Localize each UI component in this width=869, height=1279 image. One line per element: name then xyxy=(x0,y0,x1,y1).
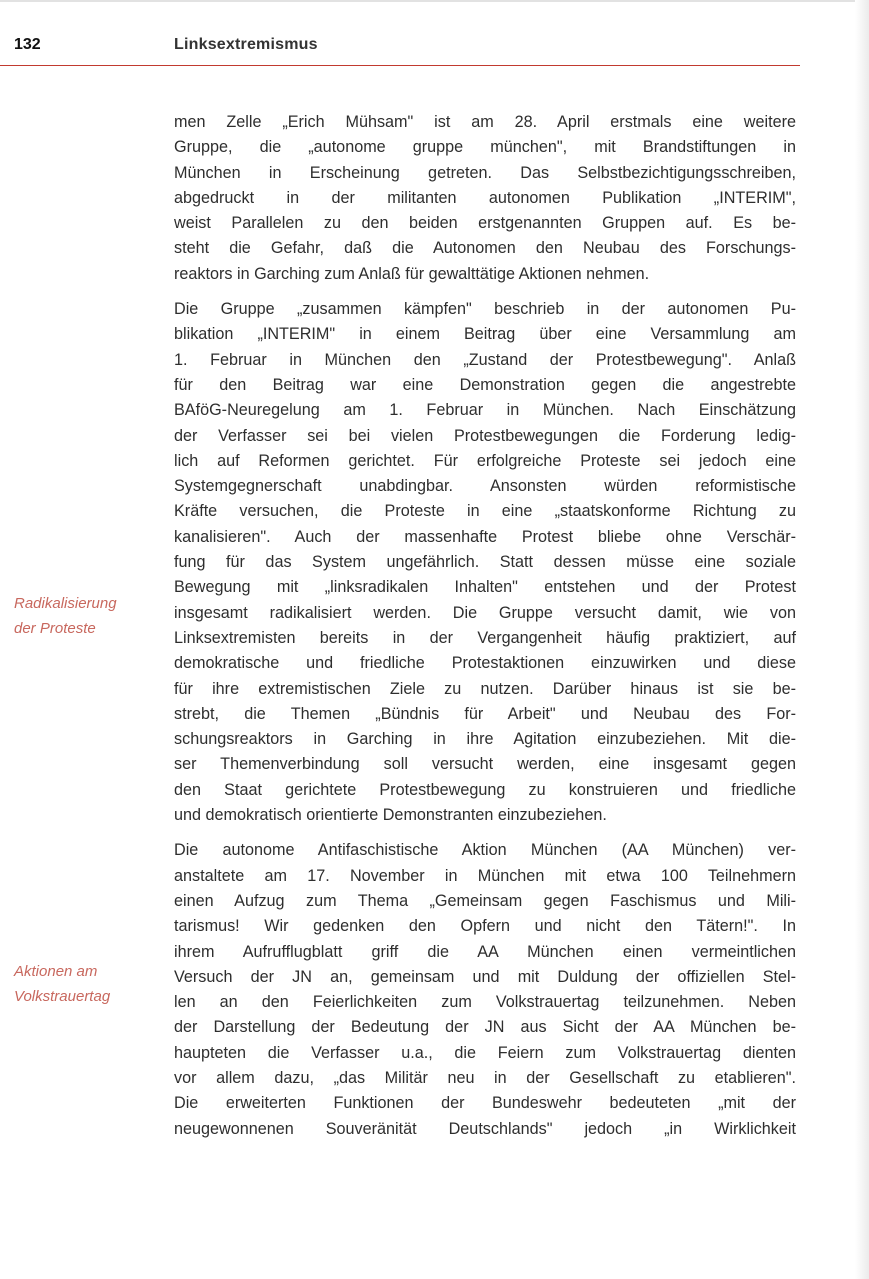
margin-note-line: der Proteste xyxy=(14,620,96,637)
text-line: reaktors in Garching zum Anlaß für gewalttätige Aktionen nehmen. xyxy=(174,264,650,283)
text-line: für ihre extremistischen Ziele zu nutzen. Darüber hinaus ist sie be- xyxy=(174,679,796,698)
top-edge xyxy=(0,0,869,2)
paragraph-2 xyxy=(174,297,796,828)
text-line: der Verfasser sei bei vielen Protestbewegungen die Forderung ledig- xyxy=(174,426,796,445)
text-line: Die erweiterten Funktionen der Bundeswehr bedeuteten „mit der xyxy=(174,1094,796,1113)
text-line: 1. Februar in München den „Zustand der Protestbewegung". Anlaß xyxy=(174,350,796,369)
margin-note-line: Aktionen am xyxy=(14,963,98,980)
page-header xyxy=(0,36,800,66)
text-line: steht die Gefahr, daß die Autonomen den Neubau des Forschungs- xyxy=(174,239,796,258)
text-line: Versuch der JN an, gemeinsam und mit Duldung der offiziellen Stel- xyxy=(174,967,796,986)
text-line: Linksextremisten bereits in der Vergangenheit häufig praktiziert, auf xyxy=(174,628,796,647)
text-line: strebt, die Themen „Bündnis für Arbeit" und Neubau des For- xyxy=(174,704,796,723)
margin-note-radikalisierung xyxy=(14,591,164,641)
text-line: Die Gruppe „zusammen kämpfen" beschrieb in der autonomen Pu- xyxy=(174,300,796,319)
text-line: einen Aufzug zum Thema „Gemeinsam gegen Faschismus und Mili- xyxy=(174,891,796,910)
text-line: vor allem dazu, „das Militär neu in der Gesellschaft zu etablieren". xyxy=(174,1068,796,1087)
text-line: Gruppe, die „autonome gruppe münchen", mit Brandstiftungen in xyxy=(174,138,796,157)
running-title: Linksextremismus xyxy=(174,36,318,53)
text-line: haupteten die Verfasser u.a., die Feiern zum Volkstrauertag dienten xyxy=(174,1043,796,1062)
text-line: abgedruckt in der militanten autonomen Publikation „INTERIM", xyxy=(174,188,796,207)
text-line: schungsreaktors in Garching in ihre Agitation einzubeziehen. Mit die- xyxy=(174,730,796,749)
text-line: neugewonnenen Souveränität Deutschlands" jedoch „in Wirklichkeit xyxy=(174,1119,796,1138)
text-line: weist Parallelen zu den beiden erstgenannten Gruppen auf. Es be- xyxy=(174,214,796,233)
page-edge-shadow xyxy=(855,0,869,1279)
text-line: blikation „INTERIM" in einem Beitrag über eine Versammlung am xyxy=(174,325,796,344)
text-line: demokratische und friedliche Protestaktionen einzuwirken und diese xyxy=(174,654,796,673)
text-line: fung für das System ungefährlich. Statt dessen müsse eine soziale xyxy=(174,553,796,572)
text-line: für den Beitrag war eine Demonstration gegen die angestrebte xyxy=(174,375,796,394)
text-line: ihrem Aufrufflugblatt griff die AA München einen vermeintlichen xyxy=(174,942,796,961)
text-line: der Darstellung der Bedeutung der JN aus Sicht der AA München be- xyxy=(174,1018,796,1037)
header-divider xyxy=(0,65,800,66)
text-line: Bewegung mit „linksradikalen Inhalten" entstehen und der Protest xyxy=(174,578,796,597)
text-line: und demokratisch orientierte Demonstranten einzubeziehen. xyxy=(174,806,607,825)
margin-note-volkstrauertag xyxy=(14,959,164,1009)
text-line: men Zelle „Erich Mühsam" ist am 28. April erstmals eine weitere xyxy=(174,113,796,131)
text-line: Die autonome Antifaschistische Aktion München (AA München) ver- xyxy=(174,841,796,860)
text-line: lich auf Reformen gerichtet. Für erfolgreiche Proteste sei jedoch eine xyxy=(174,451,796,470)
margin-note-line: Radikalisierung xyxy=(14,595,117,612)
text-line: tarismus! Wir gedenken den Opfern und nicht den Tätern!". In xyxy=(174,917,796,936)
paragraph-1 xyxy=(174,110,796,287)
text-line: Systemgegnerschaft unabdingbar. Ansonsten würden reformistische xyxy=(174,477,796,496)
text-line: len an den Feierlichkeiten zum Volkstrauertag teilzunehmen. Neben xyxy=(174,993,796,1012)
main-text xyxy=(174,110,796,1142)
text-line: den Staat gerichtete Protestbewegung zu konstruieren und friedliche xyxy=(174,780,796,799)
text-line: BAföG-Neuregelung am 1. Februar in München. Nach Einschätzung xyxy=(174,401,796,420)
text-line: München in Erscheinung getreten. Das Selbstbezichtigungsschreiben, xyxy=(174,163,796,182)
text-line: insgesamt radikalisiert werden. Die Gruppe versucht damit, wie von xyxy=(174,603,796,622)
text-line: ser Themenverbindung soll versucht werden, eine insgesamt gegen xyxy=(174,755,796,774)
text-line: anstaltete am 17. November in München mit etwa 100 Teilnehmern xyxy=(174,866,796,885)
page-number: 132 xyxy=(14,36,41,53)
text-line: kanalisieren". Auch der massenhafte Protest bliebe ohne Verschär- xyxy=(174,527,796,546)
text-line: Kräfte versuchen, die Proteste in eine „staatskonforme Richtung zu xyxy=(174,502,796,521)
margin-note-line: Volkstrauertag xyxy=(14,988,111,1005)
paragraph-3 xyxy=(174,838,796,1142)
